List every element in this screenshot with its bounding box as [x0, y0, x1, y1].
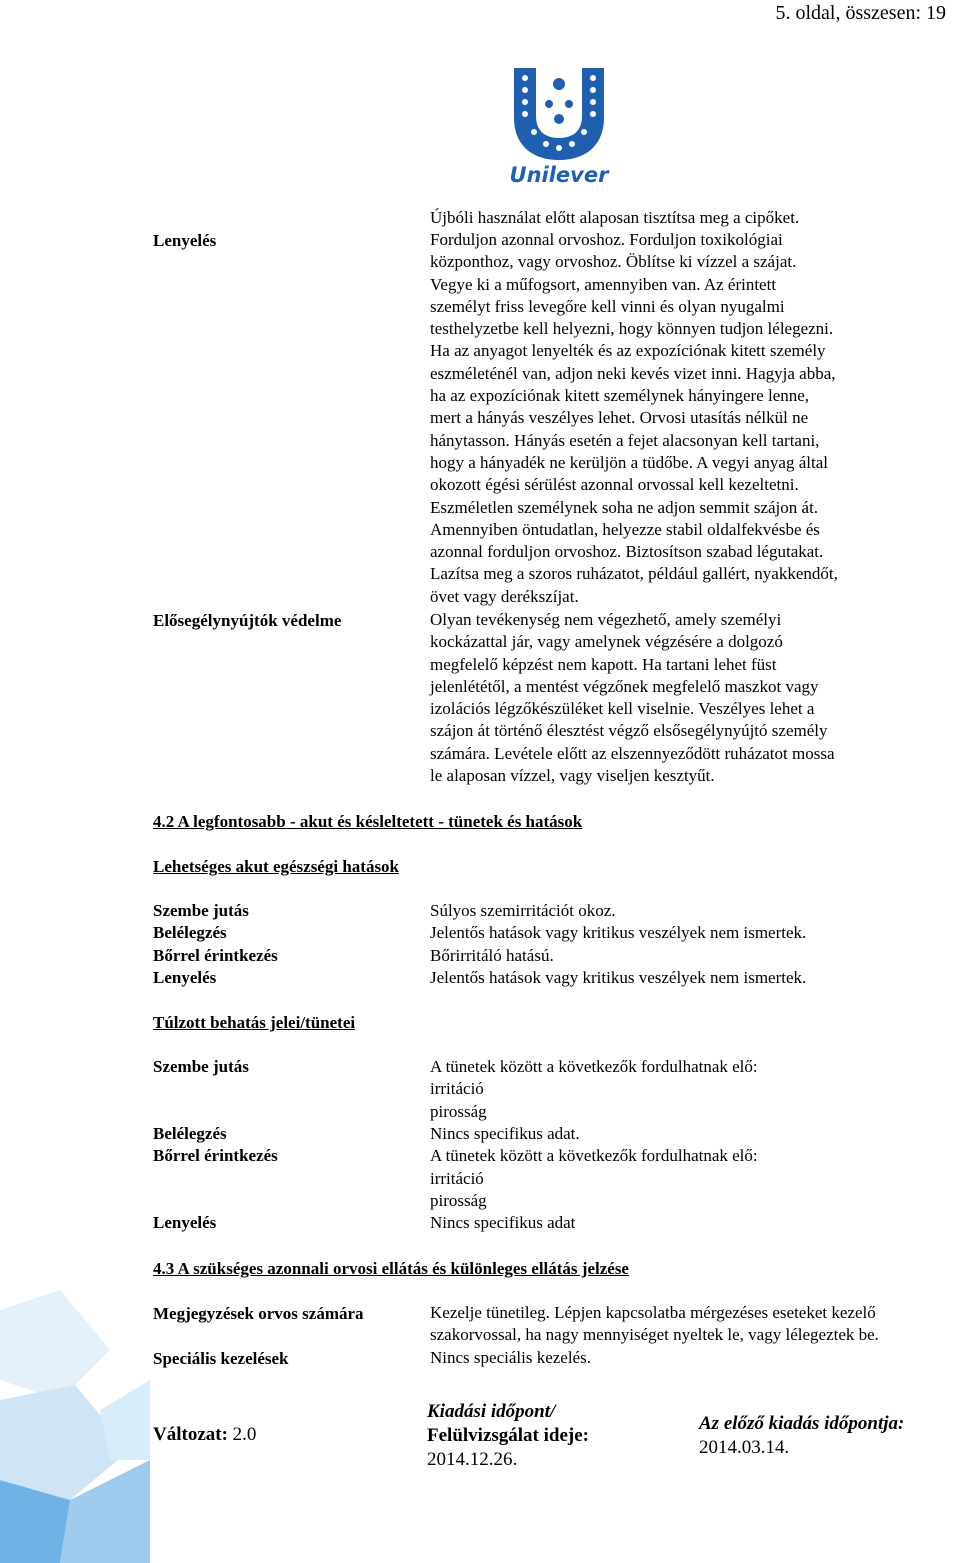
- ingestion-line: övet vagy derékszíjat.: [430, 586, 579, 606]
- label-ingestion: Lenyelés: [153, 231, 217, 250]
- acute-row-value: Súlyos szemirritációt okoz.: [430, 901, 616, 920]
- acute-row-value: Jelentős hatások vagy kritikus veszélyek nem ismertek.: [430, 923, 807, 943]
- ingestion-line: Eszméletlen személynek soha ne adjon semmit szájon át.: [430, 497, 819, 517]
- issue-date: 2014.12.26.: [427, 1449, 518, 1470]
- corner-decoration: [0, 1290, 150, 1563]
- overexposure-value: pirosság: [430, 1190, 487, 1210]
- acute-row-label: Szembe jutás: [153, 901, 249, 920]
- protection-line: jelenlététől, a mentést végzőnek megfelelő maszkot vagy: [430, 676, 819, 696]
- protection-line: le alaposan vízzel, vagy viseljen kesztyűt.: [430, 766, 715, 786]
- issue-label-2: Felülvizsgálat ideje:: [427, 1425, 589, 1446]
- ingestion-line: ha az expozíciónak kitett személynek hányingere lenne,: [430, 386, 810, 406]
- overexposure-value: pirosság: [430, 1101, 487, 1121]
- protection-line: kockázattal jár, vagy amelynek végzésére a dolgozó: [430, 632, 783, 652]
- version-value: 2.0: [232, 1424, 257, 1445]
- prev-date: 2014.03.14.: [699, 1437, 790, 1458]
- overexposure-title: Túlzott behatás jelei/tünetei: [153, 1013, 356, 1032]
- footer-issue: [427, 1400, 589, 1472]
- acute-effects-title: Lehetséges akut egészségi hatások: [153, 857, 400, 876]
- overexposure-label: Bőrrel érintkezés: [153, 1146, 278, 1166]
- overexposure-label: Belélegzés: [153, 1123, 227, 1143]
- page-number: 5. oldal, összesen: 19: [775, 2, 946, 24]
- overexposure-label: Lenyelés: [153, 1213, 217, 1233]
- ingestion-line: mert a hányás veszélyes lehet. Orvosi utasítás nélkül ne: [430, 408, 809, 428]
- protection-line: izolációs légzőkészüléket kell viselnie. Veszélyes lehet a: [430, 699, 815, 719]
- overexposure-value: Nincs specifikus adat.: [430, 1123, 580, 1143]
- notes-line: Kezelje tünetileg. Lépjen kapcsolatba mérgezéses eseteket kezelő: [430, 1303, 876, 1322]
- acute-row-label: Bőrrel érintkezés: [153, 945, 278, 965]
- protection-text: [430, 609, 835, 787]
- svg-text:Unilever: Unilever: [509, 163, 609, 186]
- overexposure-value: A tünetek között a következők fordulhatnak elő:: [430, 1057, 758, 1076]
- ingestion-line: okozott égési sérülést azonnal orvossal kell kezeltetni.: [430, 475, 799, 495]
- eye-contact-tail: Újbóli használat előtt alaposan tisztítsa meg a cipőket.: [430, 208, 800, 227]
- notes-physician-text: [430, 1302, 879, 1347]
- protection-line: megfelelő képzést nem kapott. Ha tartani lehet füst: [430, 654, 777, 674]
- acute-row-value: Bőrirritáló hatású.: [430, 945, 554, 965]
- ingestion-line: központhoz, vagy orvoshoz. Öblítse ki vízzel a szájat.: [430, 252, 797, 272]
- ingestion-line: Lazítsa meg a szoros ruházatot, például gallért, nyakkendőt,: [430, 564, 838, 584]
- acute-row-label: Lenyelés: [153, 967, 217, 987]
- protection-line: szájon át történő élesztést végző elsősegélynyújtó személy: [430, 721, 828, 741]
- version-label: Változat:: [153, 1424, 228, 1445]
- prev-label: Az előző kiadás időpontja:: [699, 1413, 905, 1434]
- overexposure-value: Nincs specifikus adat: [430, 1213, 576, 1233]
- overexposure-label: Szembe jutás: [153, 1057, 249, 1076]
- label-special-treatments: Speciális kezelések: [153, 1349, 289, 1368]
- unilever-logo: [504, 64, 614, 186]
- protection-line: Olyan tevékenység nem végezhető, amely személyi: [430, 610, 782, 629]
- ingestion-text: [430, 229, 838, 608]
- overexposure-value: irritáció: [430, 1168, 484, 1188]
- ingestion-line: hogy a hányadék ne kerüljön a tüdőbe. A vegyi anyag által: [430, 452, 828, 472]
- protection-line: számára. Levétele előtt az elszennyeződött ruházatot mossa: [430, 743, 835, 763]
- overexposure-value: A tünetek között a következők fordulhatnak elő:: [430, 1146, 758, 1166]
- acute-row-value: Jelentős hatások vagy kritikus veszélyek nem ismertek.: [430, 967, 807, 987]
- overexposure-value: irritáció: [430, 1079, 484, 1099]
- ingestion-line: Forduljon azonnal orvoshoz. Forduljon toxikológiai: [430, 230, 783, 249]
- ingestion-line: hánytasson. Hányás esetén a fejet alacsonyan kell tartani,: [430, 430, 820, 450]
- section-4-2-title: 4.2 A legfontosabb - akut és késleltetett - tünetek és hatások: [153, 812, 583, 831]
- ingestion-line: eszméleténél van, adjon neki kevés vizet inni. Hagyja abba,: [430, 363, 836, 383]
- acute-row-label: Belélegzés: [153, 923, 227, 943]
- footer-previous: [699, 1412, 904, 1460]
- ingestion-line: személyt friss levegőre kell vinni és olyan nyugalmi: [430, 296, 785, 316]
- ingestion-line: Ha az anyagot lenyelték és az expozíciónak kitett személy: [430, 341, 826, 361]
- label-notes-physician: Megjegyzések orvos számára: [153, 1304, 364, 1323]
- section-4-3-title: 4.3 A szükséges azonnali orvosi ellátás és különleges ellátás jelzése: [153, 1259, 629, 1278]
- ingestion-line: Amennyiben öntudatlan, helyezze stabil oldalfekvésbe és: [430, 519, 820, 539]
- label-first-aider-protection: Elősegélynyújtók védelme: [153, 611, 342, 630]
- ingestion-line: azonnal forduljon orvoshoz. Biztosítson szabad légutakat.: [430, 542, 824, 562]
- issue-label-1: Kiadási időpont/: [427, 1401, 556, 1422]
- special-treatments-text: Nincs speciális kezelés.: [430, 1348, 591, 1367]
- footer-version: [153, 1424, 256, 1446]
- ingestion-line: testhelyzetbe kell helyezni, hogy könnyen tudjon lélegezni.: [430, 319, 834, 339]
- notes-line: szakorvossal, ha nagy mennyiséget nyeltek le, vagy lélegeztek be.: [430, 1325, 879, 1345]
- ingestion-line: Vegye ki a műfogsort, amennyiben van. Az érintett: [430, 274, 777, 294]
